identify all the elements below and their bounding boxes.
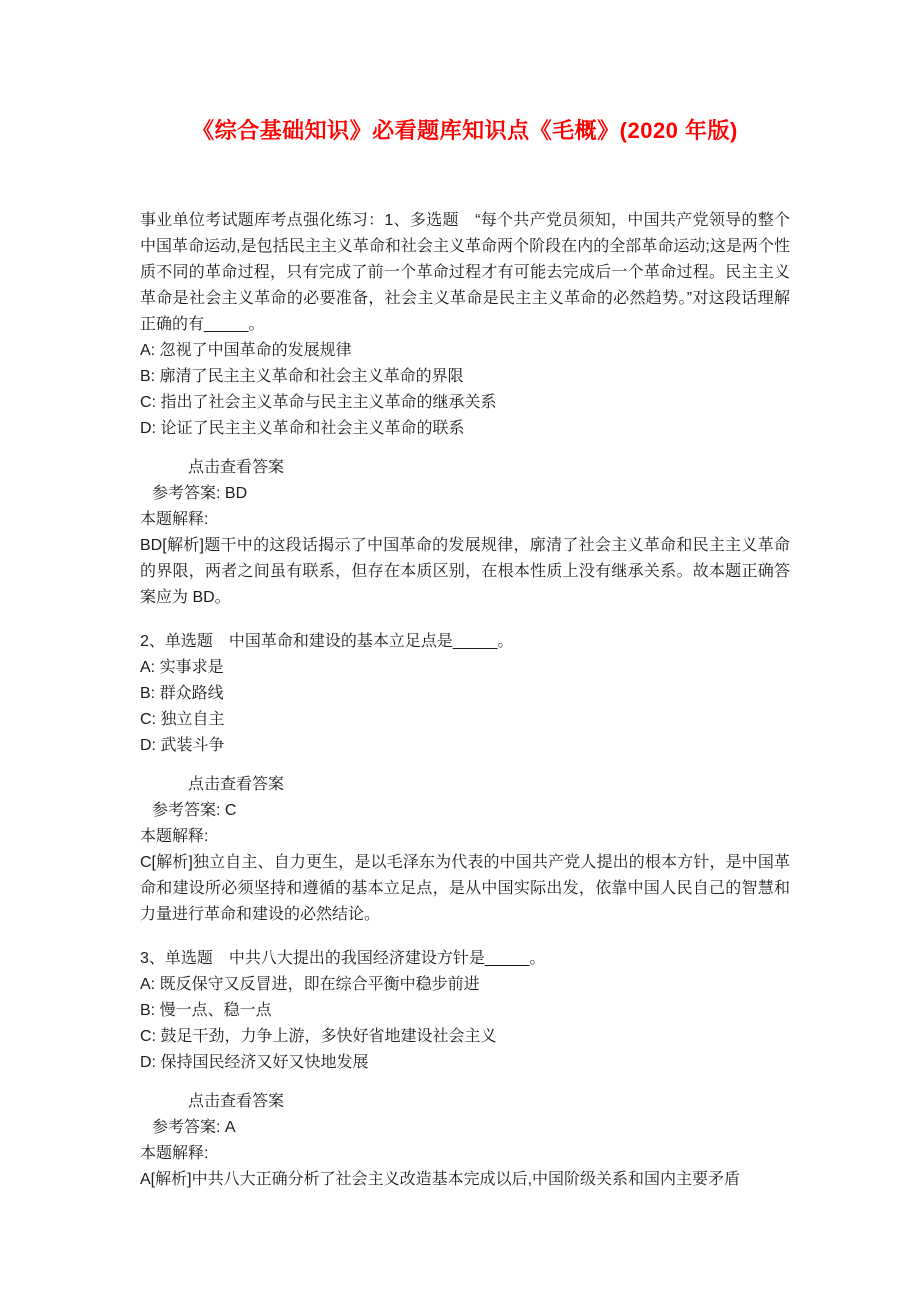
reference-answer-label: 参考答案: [152,1119,221,1136]
option-line-c: C: 指出了社会主义革命与民主主义革命的继承关系 [140,394,497,411]
reference-answer-label: 参考答案: [152,485,221,502]
option-line-c: C: 独立自主 [140,711,225,728]
question-stem: 2、单选题 中国革命和建设的基本立足点是_____。 [140,633,514,650]
explanation-heading: 本题解释: [140,828,209,845]
reference-answer-label: 参考答案: [152,802,221,819]
option-line-a: A: 忽视了中国革命的发展规律 [140,342,352,359]
reference-answer-value: BD [224,485,248,502]
reference-answer [140,481,790,507]
explanation-text: A[解析]中共八大正确分析了社会主义改造基本完成以后,中国阶级关系和国内主要矛盾 [140,1171,741,1188]
question-stem: 事业单位考试题库考点强化练习：1、多选题 “每个共产党员须知，中国共产党领导的整个中国革命运动,是包括民主主义革命和社会主义革命两个阶段在内的全部革命运动;这是两个性质不同的革命过程，只有完成了前一个革命过程才有可能去完成后一个革命过程。民主主义革命是社会主义革命的必要准备，社会主义革命是民主主义革命的必然趋势。”对这段话理解正确的有_____。 [140,212,790,333]
question-block-3 [140,946,790,1193]
option-line-b: B: 群众路线 [140,685,224,702]
option-line-a: A: 既反保守又反冒进，即在综合平衡中稳步前进 [140,976,480,993]
question-block-2 [140,629,790,928]
question-stem: 3、单选题 中共八大提出的我国经济建设方针是_____。 [140,950,546,967]
reference-answer-value: A [224,1119,236,1136]
option-line-d: D: 论证了民主主义革命和社会主义革命的联系 [140,420,465,437]
explanation-heading: 本题解释: [140,1145,209,1162]
reference-answer [140,1115,790,1141]
reveal-answer-link[interactable]: 点击查看答案 [188,459,285,476]
explanation-heading: 本题解释: [140,511,209,528]
option-line-b: B: 廓清了民主主义革命和社会主义革命的界限 [140,368,464,385]
option-line-b: B: 慢一点、稳一点 [140,1002,272,1019]
reference-answer-value: C [224,802,237,819]
option-line-d: D: 武装斗争 [140,737,225,754]
document-content [140,208,790,1193]
explanation-text: BD[解析]题干中的这段话揭示了中国革命的发展规律，廓清了社会主义革命和民主主义革命的界限，两者之间虽有联系，但存在本质区别，在根本性质上没有继承关系。故本题正确答案应为 BD。 [140,537,790,606]
reveal-answer-link[interactable]: 点击查看答案 [188,1093,285,1110]
option-line-d: D: 保持国民经济又好又快地发展 [140,1054,369,1071]
reveal-answer-link[interactable]: 点击查看答案 [188,776,285,793]
question-block-1 [140,208,790,611]
document-title: 《综合基础知识》必看题库知识点《毛概》(2020 年版) [192,118,738,143]
option-line-a: A: 实事求是 [140,659,224,676]
reference-answer [140,798,790,824]
explanation-text: C[解析]独立自主、自力更生，是以毛泽东为代表的中国共产党人提出的根本方针，是中国革命和建设所必须坚持和遵循的基本立足点，是从中国实际出发，依靠中国人民自己的智慧和力量进行革命和建设的必然结论。 [140,854,790,923]
option-line-c: C: 鼓足干劲，力争上游，多快好省地建设社会主义 [140,1028,497,1045]
